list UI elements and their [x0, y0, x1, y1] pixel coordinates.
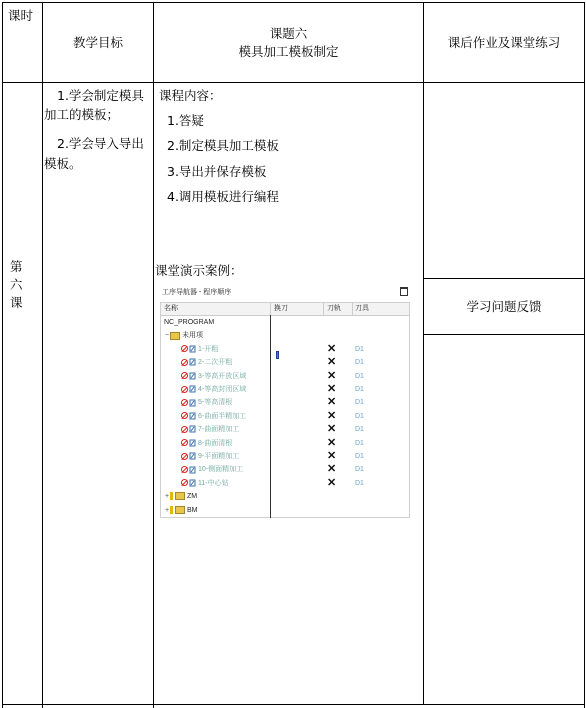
forbidden-icon: [181, 466, 188, 473]
operation-tool: D1: [355, 412, 364, 420]
forbidden-icon: [181, 372, 188, 379]
tree-root-row[interactable]: [161, 316, 409, 329]
col-sep-2: [323, 303, 324, 315]
operation-name: 5-等高清根: [198, 399, 233, 407]
period-char-2: 六: [10, 277, 23, 292]
content-item-2: 2.制定模具加工模板: [167, 138, 279, 153]
tool-change-marker-icon: [276, 351, 279, 359]
operation-tool: D1: [355, 479, 364, 487]
expand-icon[interactable]: +: [164, 493, 170, 501]
goal-1-line-1: 1.学会制定模具: [57, 88, 144, 103]
operation-row[interactable]: [161, 410, 409, 423]
col-name[interactable]: 名称: [164, 305, 178, 312]
operation-icon: [189, 412, 196, 420]
col-tool-change[interactable]: 换刀: [274, 305, 288, 312]
operation-tool: D1: [355, 426, 364, 434]
folder-icon: [170, 332, 180, 340]
content-item-3: 3.导出并保存模板: [167, 164, 267, 179]
operation-row[interactable]: [161, 437, 409, 450]
operation-icon: [189, 452, 196, 460]
tree-root-label: NC_PROGRAM: [164, 319, 215, 326]
topic-title: 模具加工模板制定: [238, 44, 339, 59]
operation-tool: D1: [355, 453, 364, 460]
homework-divider-1: [423, 278, 585, 279]
operation-tool: D1: [355, 359, 364, 367]
expand-icon[interactable]: +: [164, 506, 170, 514]
forbidden-icon: [181, 399, 188, 406]
forbidden-icon: [181, 439, 188, 446]
operation-tool: D1: [355, 466, 364, 474]
operation-name: 9-平面精加工: [198, 453, 240, 460]
operation-name: 11-中心钻: [198, 479, 229, 487]
forbidden-icon: [181, 479, 188, 486]
operation-row[interactable]: [161, 450, 409, 463]
operation-row[interactable]: [161, 463, 409, 476]
toolpath-missing-icon: ✕: [327, 436, 337, 449]
toolpath-missing-icon: ✕: [327, 476, 337, 489]
navigator-grid: [160, 302, 410, 518]
operation-icon: [189, 399, 196, 407]
forbidden-icon: [181, 345, 188, 352]
forbidden-icon: [181, 359, 188, 366]
content-title: 课程内容：: [159, 88, 222, 103]
content-item-1: 1.答疑: [167, 113, 204, 128]
feedback-label: 学习问题反馈: [466, 299, 542, 314]
period-char-3: 课: [10, 295, 23, 310]
operation-icon: [189, 358, 196, 366]
operation-row[interactable]: [161, 356, 409, 369]
tree-group-row[interactable]: [161, 329, 409, 342]
operation-row[interactable]: [161, 343, 409, 356]
toolpath-missing-icon: ✕: [327, 463, 337, 476]
navigator-titlebar: [160, 285, 410, 299]
toolpath-missing-icon: ✕: [327, 423, 337, 436]
homework-divider-2: [423, 334, 585, 335]
goal-2-line-1: 2.学会导入导出: [57, 136, 144, 151]
navigator-title: 工序导航器 - 程序顺序: [162, 289, 232, 296]
period-char-1: 第: [10, 259, 23, 274]
topic-number: 课题六: [269, 26, 308, 41]
table-border-left: [2, 2, 3, 708]
table-border-bottom: [2, 704, 585, 705]
operation-row[interactable]: [161, 383, 409, 396]
forbidden-icon: [181, 412, 188, 419]
operation-name: 3-等高开放区域: [198, 372, 247, 380]
key-icon: [170, 506, 173, 514]
forbidden-icon: [181, 453, 188, 460]
col-divider-2: [153, 2, 154, 708]
operation-icon: [189, 466, 196, 474]
toolpath-missing-icon: ✕: [327, 356, 337, 369]
goals-header: 教学目标: [72, 35, 123, 50]
col-sep-1: [270, 303, 271, 315]
operation-tool: D1: [355, 372, 364, 380]
toolpath-missing-icon: ✕: [327, 450, 337, 462]
content-item-4: 4.调用模板进行编程: [167, 189, 279, 204]
goal-2-line-2: 模板。: [44, 156, 82, 171]
operation-name: 2-二次开粗: [198, 359, 233, 367]
folder-icon: [175, 492, 185, 500]
tree-group-row[interactable]: [161, 504, 409, 517]
operation-icon: [189, 345, 196, 353]
operation-icon: [189, 439, 196, 447]
homework-header: 课后作业及课堂练习: [447, 35, 561, 50]
tree-group-label: 未用项: [182, 332, 203, 340]
operation-name: 8-曲面清根: [198, 439, 233, 447]
operation-icon: [189, 479, 196, 487]
toolpath-missing-icon: ✕: [327, 383, 337, 395]
toolpath-missing-icon: ✕: [327, 409, 337, 422]
operation-row[interactable]: [161, 423, 409, 436]
operation-tool: D1: [355, 386, 364, 393]
col-tool[interactable]: 刀具: [355, 305, 369, 312]
tree-group-row[interactable]: [161, 490, 409, 503]
table-border-top: [2, 2, 585, 3]
operation-navigator: [160, 285, 410, 518]
toolpath-missing-icon: ✕: [327, 369, 337, 382]
operation-name: 6-曲面半精加工: [198, 412, 247, 420]
operation-name: 10-侧面精加工: [198, 466, 244, 474]
col-sep-3: [352, 303, 353, 315]
operation-tool: D1: [355, 439, 364, 447]
forbidden-icon: [181, 426, 188, 433]
operation-row[interactable]: [161, 370, 409, 383]
operation-name: 1-开粗: [198, 345, 219, 353]
operation-icon: [189, 385, 196, 393]
operation-name: 4-等高封闭区域: [198, 386, 247, 393]
tree-group-label: BM: [187, 506, 198, 514]
key-icon: [170, 492, 173, 500]
period-header: 课时: [8, 8, 34, 23]
operation-tool: D1: [355, 345, 364, 353]
forbidden-icon: [181, 386, 188, 393]
table-border-right: [584, 2, 585, 708]
folder-icon: [175, 506, 185, 514]
goal-1-line-2: 加工的模板；: [44, 107, 120, 122]
header-divider: [2, 82, 585, 83]
toolpath-missing-icon: ✕: [327, 342, 337, 355]
operation-tool: D1: [355, 399, 364, 407]
maximize-icon[interactable]: [400, 287, 408, 296]
col-toolpath[interactable]: 刀轨: [327, 305, 341, 312]
operation-name: 7-曲面精加工: [198, 426, 240, 434]
toolpath-missing-icon: ✕: [327, 396, 337, 409]
col-divider-1: [42, 2, 43, 708]
operation-row[interactable]: [161, 477, 409, 490]
col-divider-3: [423, 2, 424, 705]
operation-icon: [189, 425, 196, 433]
tree-group-label: ZM: [187, 493, 198, 501]
demo-label: 课堂演示案例：: [155, 263, 243, 278]
operation-row[interactable]: [161, 396, 409, 409]
collapse-icon[interactable]: −: [164, 332, 170, 340]
operation-icon: [189, 372, 196, 380]
